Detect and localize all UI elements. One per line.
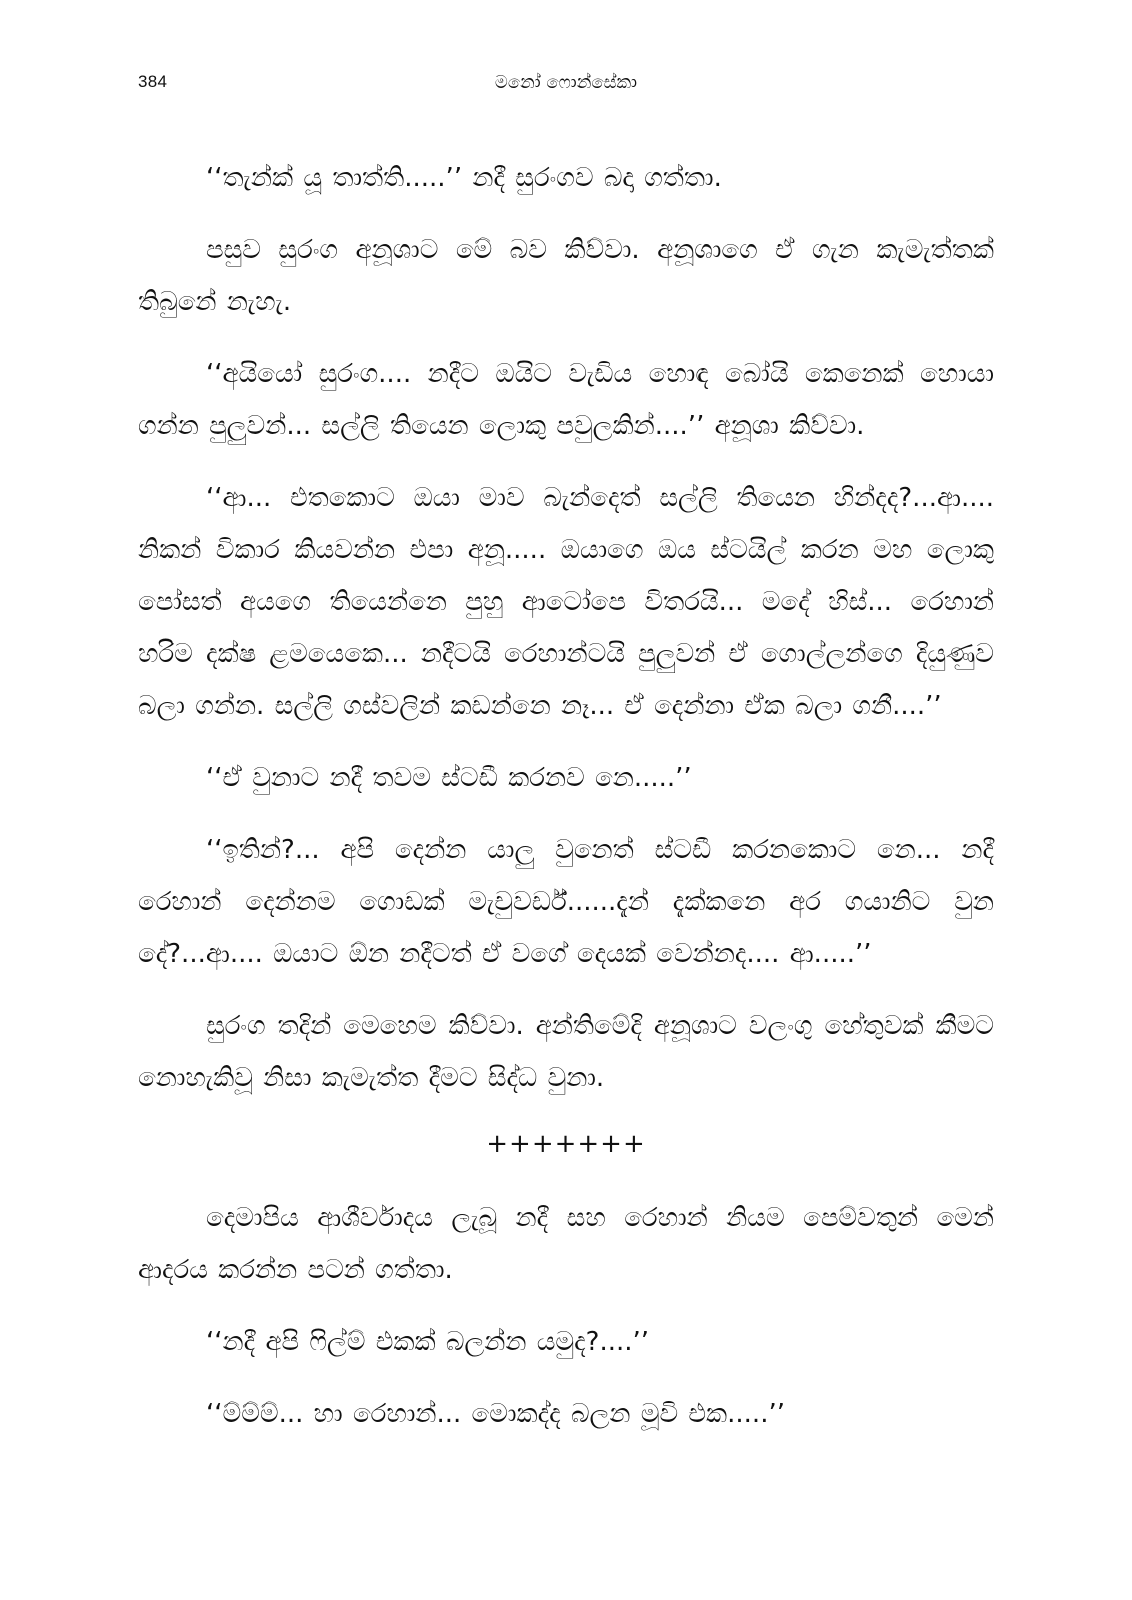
paragraph: ‘‘ඒ වුනාට නදී තවම ස්ටඩී කරනව නෙ.....’’ [206, 763, 692, 793]
page-header [138, 72, 994, 102]
paragraph: ‘‘ආ... එතකොට ඔයා මාව බැන්දෙත් සල්ලි තියෙන හින්දද?...ආ.... නිකන් විකාර කියවන්න එපා අනූ..... ඔයාගෙ ඔය ස්ටයිල් කරන මහ ලොකු පෝසත් අයගෙ තියෙන්නෙ පුහු ආටෝපෙ විතරයි... මදේ හිස්... රෙහාන් හරිම දක්ෂ ළමයෙකෙ... නදීටයි රෙහාන්ටයි පුලුවන් ඒ ගොල්ලන්ගෙ දියුණුව බලා ගන්න. සල්ලි ගස්වලින් කඩන්නෙ නෑ... ඒ දෙන්නා ඒක බලා ගනී....’’ [138, 483, 994, 721]
running-title: මනෝ ෆොන්සේකා [494, 72, 638, 93]
paragraph: ‘‘ම්ම්ම්... හා රෙහාන්... මොකද්ද බලන මූවි එක.....’’ [206, 1399, 785, 1429]
paragraph: ‘‘අයියෝ සුරංග.... නදීට ඔයිට වැඩිය හොඳ බෝයි කෙනෙක් හොයා ගන්න පුලුවන්... සල්ලි තියෙන ලොකු පවුලකින්....’’ අනූශා කිව්වා. [138, 359, 994, 441]
page-number: 384 [138, 72, 168, 91]
paragraph: පසුව සුරංග අනූශාට මේ බව කිව්වා. අනූශාගෙ ඒ ගැන කැමැත්තක් තිබුනේ නැහැ. [138, 235, 994, 317]
paragraph: ‘‘නදී අපි ෆිල්ම් එකක් බලන්න යමුද?....’’ [206, 1327, 650, 1357]
paragraph: සුරංග තදින් මෙහෙම කිව්වා. අන්තිමේදි අනූශාට වලංගු හේතුවක් කීමට නොහැකිවූ නිසා කැමැත්ත දීමට සිද්ධ වුනා. [138, 1011, 994, 1093]
paragraph: ‘‘ඉතින්?... අපි දෙන්න යාලු වුනෙත් ස්ටඩී කරනකොට නෙ... නදී රෙහාන් දෙන්නම ගොඩක් මැචුවර්ඩ්......දැන් දැක්කනෙ අර ගයානිට වුන දේ?...ආ.... ඔයාට ඕන නදීටත් ඒ වගේ දෙයක් වෙන්නද.... ආ.....’’ [138, 835, 994, 969]
paragraph: දෙමාපිය ආශීර්වාදය ලැබූ නදී සහ රෙහාන් නියම පෙම්වතුන් මෙන් ආදරය කරන්න පටන් ගත්තා. [138, 1203, 994, 1285]
paragraph: ‘‘තැන්ක් යූ තාත්ති.....’’ නදී සුරංගව බදා ගත්තා. [206, 163, 722, 193]
body-text [138, 152, 994, 1460]
section-separator: +++++++ [486, 1129, 646, 1159]
